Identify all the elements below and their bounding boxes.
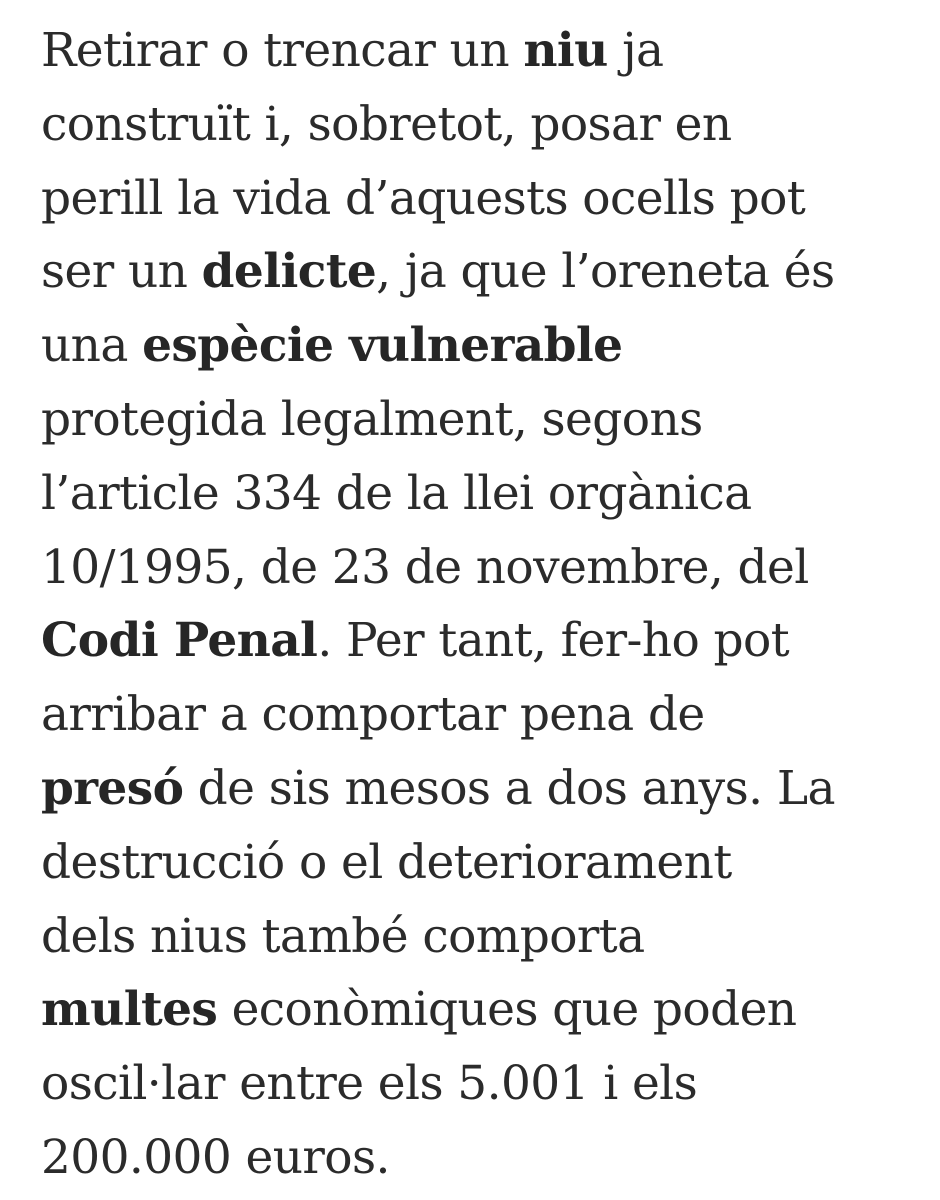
text-line xyxy=(41,826,910,900)
bold-text: presó xyxy=(41,760,184,816)
text-segment: 10/1995, de 23 de novembre, del xyxy=(41,539,809,595)
text-segment: l’article 334 de la llei orgànica xyxy=(41,465,752,521)
text-line xyxy=(41,162,910,236)
text-line xyxy=(41,383,910,457)
text-line xyxy=(41,457,910,531)
text-line xyxy=(41,1121,910,1195)
text-line xyxy=(41,1047,910,1121)
text-segment: dels nius també comporta xyxy=(41,908,645,964)
text-line xyxy=(41,604,910,678)
text-line xyxy=(41,900,910,974)
bold-text: Codi Penal xyxy=(41,613,318,669)
text-segment: ja xyxy=(607,23,664,78)
text-segment: 200.000 euros. xyxy=(41,1129,390,1185)
text-segment: una xyxy=(41,318,143,374)
text-segment: destrucció o el deteriorament xyxy=(41,834,732,890)
text-segment: Retirar o trencar un xyxy=(41,23,524,78)
text-segment: . Per tant, fer-ho pot xyxy=(317,613,790,669)
text-line xyxy=(41,531,910,605)
bold-text: multes xyxy=(41,982,218,1038)
text-segment: construït i, sobretot, posar en xyxy=(41,96,732,152)
text-line xyxy=(41,235,910,309)
text-segment: ser un xyxy=(41,244,202,300)
text-line xyxy=(41,14,910,88)
text-segment: , ja que l’oreneta és xyxy=(376,244,835,300)
text-line xyxy=(41,88,910,162)
bold-text: delicte xyxy=(201,244,377,300)
text-segment: perill la vida d’aquests ocells pot xyxy=(41,170,806,226)
text-line xyxy=(41,973,910,1047)
text-line xyxy=(41,752,910,826)
text-segment: de sis mesos a dos anys. La xyxy=(183,760,835,816)
text-line xyxy=(41,678,910,752)
bold-text: espècie vulnerable xyxy=(142,318,623,374)
bold-text: niu xyxy=(523,23,608,78)
text-segment: protegida legalment, segons xyxy=(41,391,703,447)
text-segment: econòmiques que poden xyxy=(217,982,797,1038)
text-segment: arribar a comportar pena de xyxy=(41,687,705,743)
text-segment: oscil·lar entre els 5.001 i els xyxy=(41,1056,698,1112)
text-line xyxy=(41,309,910,383)
